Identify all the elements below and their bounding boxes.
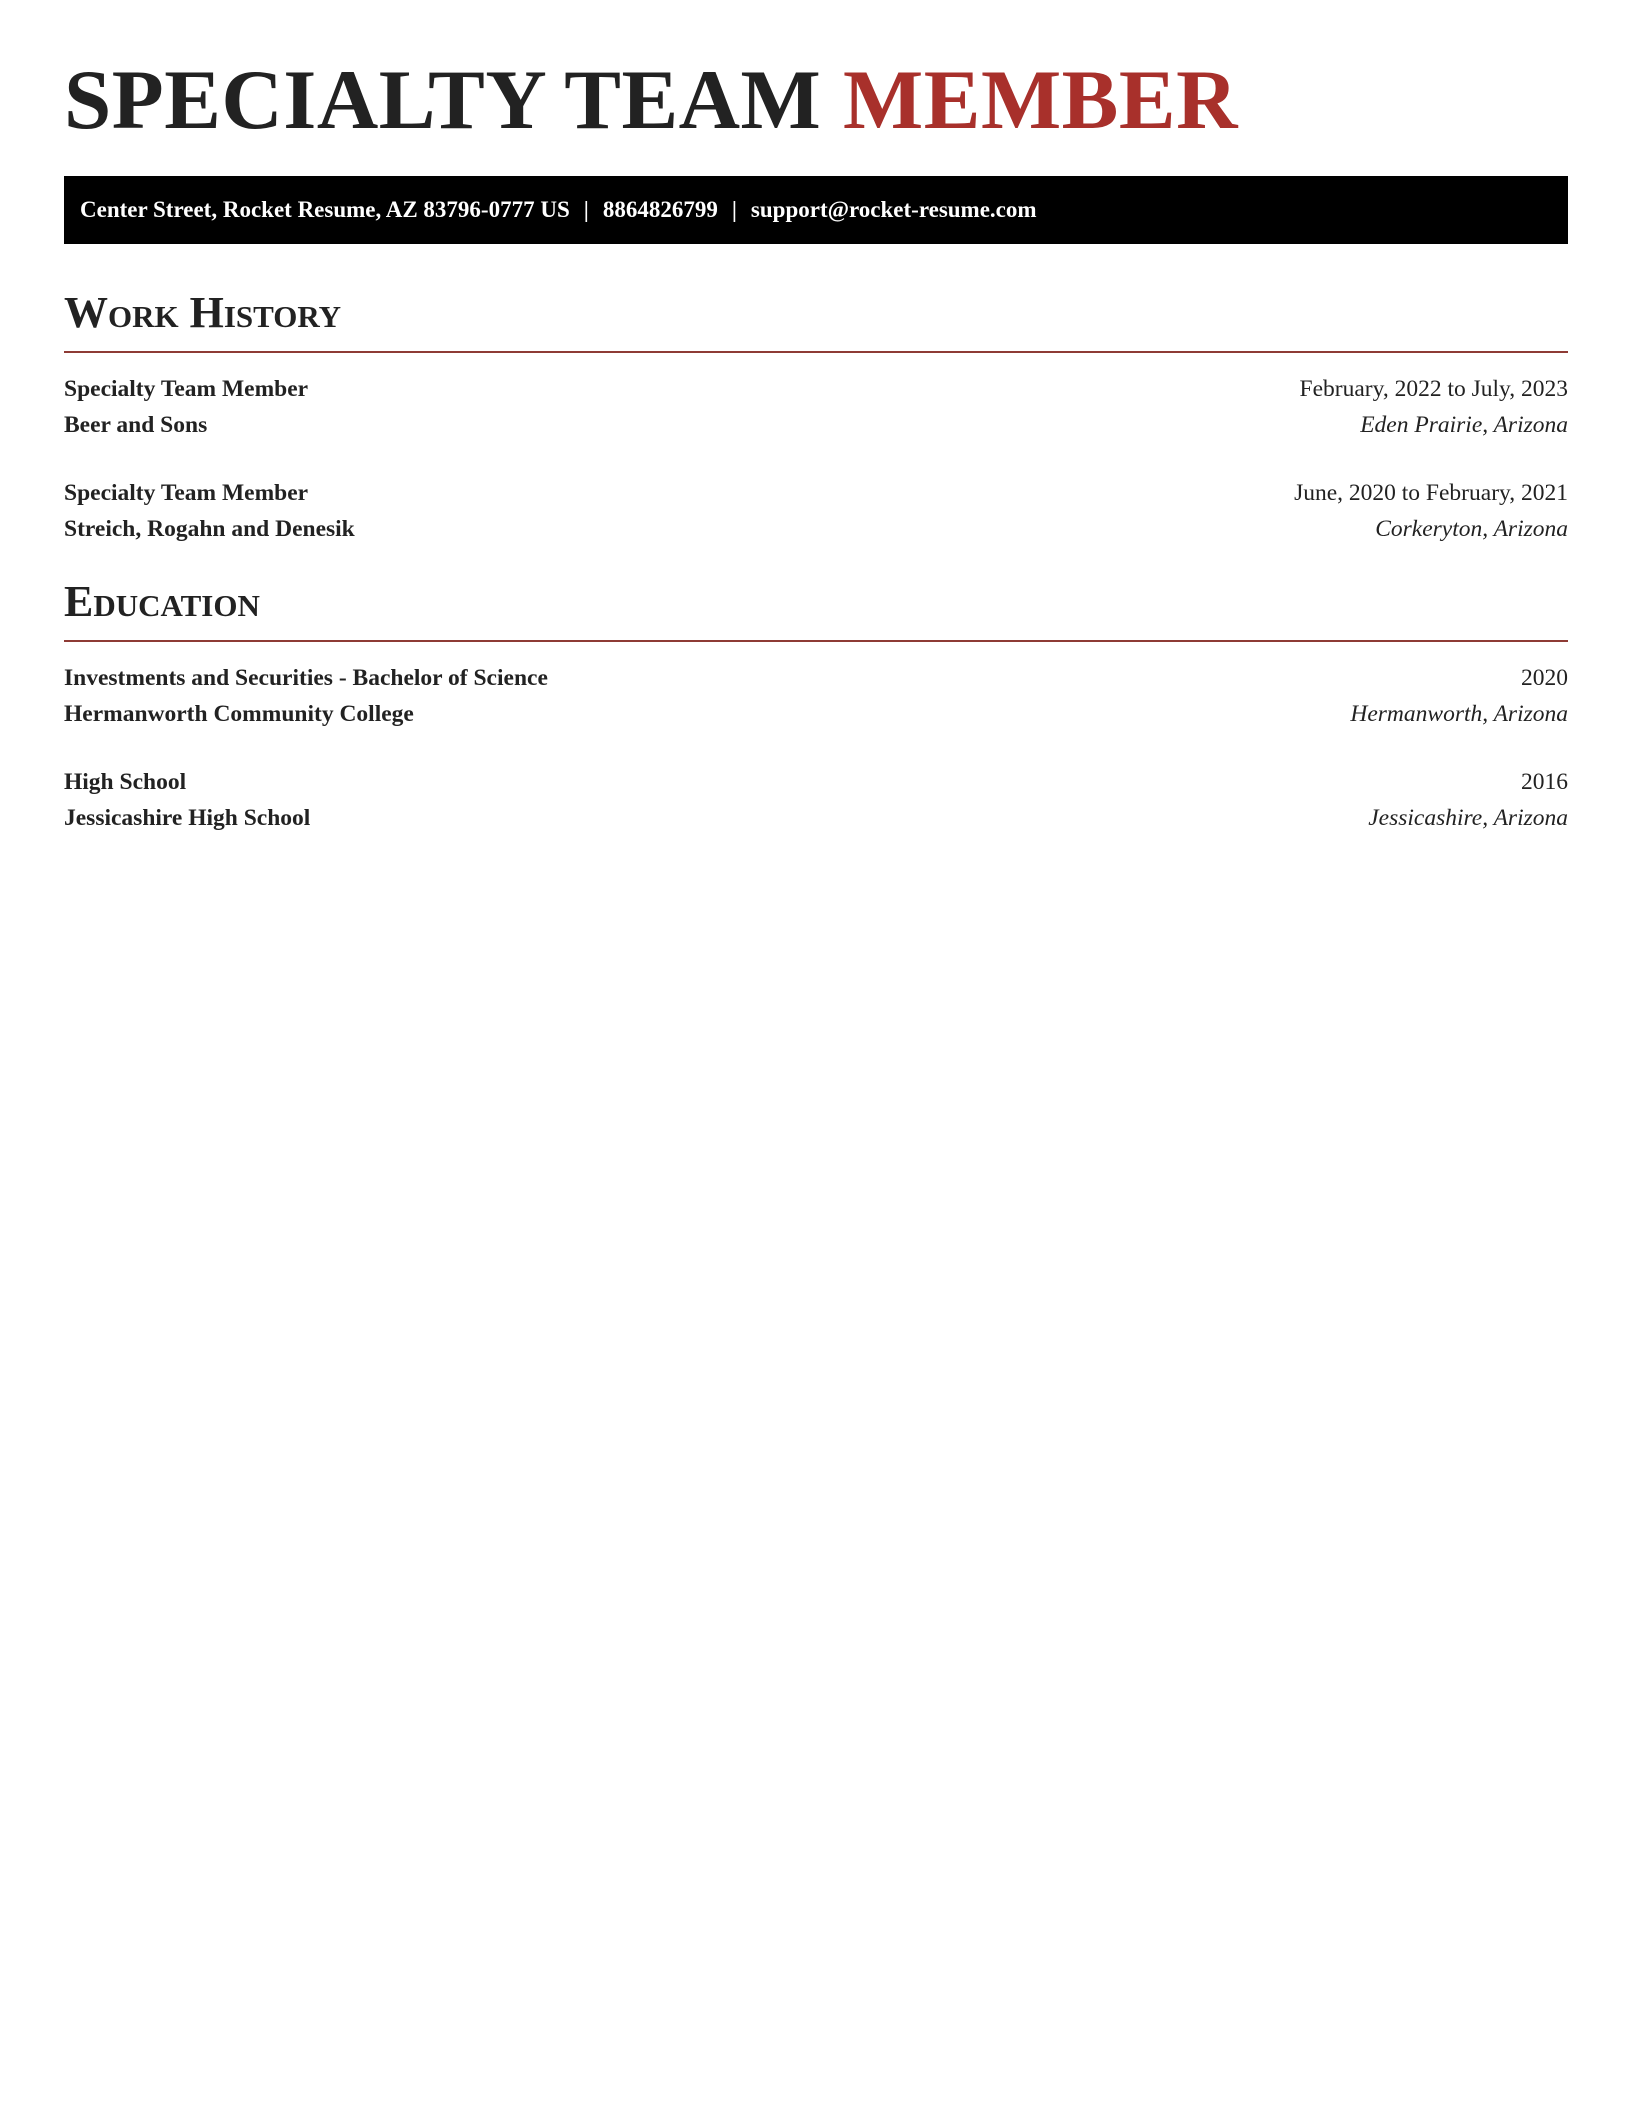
company-name: Streich, Rogahn and Denesik xyxy=(64,516,355,542)
work-entry xyxy=(64,371,1568,443)
title-accent: MEMBER xyxy=(843,53,1238,147)
education-heading: Education xyxy=(64,577,260,626)
job-location: Corkeryton, Arizona xyxy=(1375,516,1568,542)
work-entry-row xyxy=(64,371,1568,407)
work-entry-row xyxy=(64,475,1568,511)
contact-bar xyxy=(64,176,1568,244)
degree-name: High School xyxy=(64,769,187,795)
resume-title xyxy=(64,0,1568,148)
job-dates: June, 2020 to February, 2021 xyxy=(1294,480,1568,506)
work-entry-row xyxy=(64,511,1568,547)
graduation-year: 2020 xyxy=(1521,665,1568,691)
school-location: Jessicashire, Arizona xyxy=(1368,805,1568,831)
school-name: Jessicashire High School xyxy=(64,805,311,831)
title-main: SPECIALTY TEAM xyxy=(64,53,822,147)
company-name: Beer and Sons xyxy=(64,412,208,438)
education-entry-row xyxy=(64,660,1568,696)
graduation-year: 2016 xyxy=(1521,769,1568,795)
contact-email: support@rocket-resume.com xyxy=(750,197,1037,222)
job-location: Eden Prairie, Arizona xyxy=(1360,412,1568,438)
contact-separator: | xyxy=(731,197,737,222)
section-divider xyxy=(64,640,1568,642)
contact-phone: 8864826799 xyxy=(602,197,718,222)
school-name: Hermanworth Community College xyxy=(64,701,414,727)
education-entry-row xyxy=(64,800,1568,836)
education-entry-row xyxy=(64,696,1568,732)
education-entry xyxy=(64,764,1568,836)
contact-separator: | xyxy=(583,197,589,222)
education-entry xyxy=(64,660,1568,732)
work-entry xyxy=(64,475,1568,547)
work-history-heading: Work History xyxy=(64,288,342,337)
job-dates: February, 2022 to July, 2023 xyxy=(1299,376,1568,402)
degree-name: Investments and Securities - Bachelor of Science xyxy=(64,665,548,691)
contact-address: Center Street, Rocket Resume, AZ 83796-0777 US xyxy=(80,197,570,222)
resume-page xyxy=(64,0,1568,836)
job-title: Specialty Team Member xyxy=(64,480,309,506)
section-divider xyxy=(64,351,1568,353)
education-entry-row xyxy=(64,764,1568,800)
work-entry-row xyxy=(64,407,1568,443)
job-title: Specialty Team Member xyxy=(64,376,309,402)
school-location: Hermanworth, Arizona xyxy=(1350,701,1568,727)
